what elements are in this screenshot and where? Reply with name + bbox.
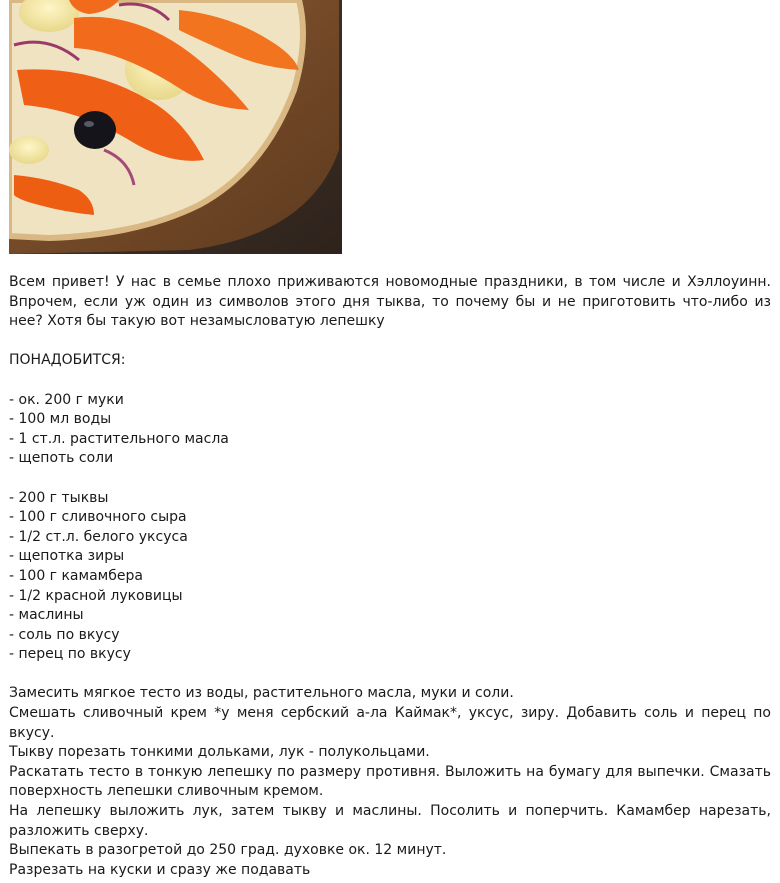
- ingredient-item: - щепотка зиры: [9, 548, 125, 565]
- ingredient-item: - 1 ст.л. растительного масла: [9, 430, 229, 447]
- recipe-step: Раскатать тесто в тонкую лепешку по размеру противня. Выложить на бумагу для выпечки. Смазать поверхность лепешки сливочным кремом.: [9, 763, 771, 800]
- ingredient-item: - ок. 200 г муки: [9, 391, 124, 408]
- ingredient-item: - 100 мл воды: [9, 411, 112, 428]
- ingredient-item: - маслины: [9, 607, 84, 624]
- ingredient-item: - соль по вкусу: [9, 626, 120, 643]
- recipe-step: Замесить мягкое тесто из воды, растительного масла, муки и соли.: [9, 685, 514, 702]
- ingredient-item: - 200 г тыквы: [9, 489, 109, 506]
- pumpkin-flatbread-photo: [9, 0, 342, 254]
- recipe-step: На лепешку выложить лук, затем тыкву и маслины. Посолить и поперчить. Камамбер нарезать, разложить сверху.: [9, 803, 771, 839]
- ingredient-item: - перец по вкусу: [9, 646, 131, 663]
- recipe-step: Тыкву порезать тонкими дольками, лук - полукольцами.: [9, 744, 430, 761]
- ingredient-item: - щепоть соли: [9, 450, 114, 467]
- recipe-step: Выпекать в разогретой до 250 град. духовке ок. 12 минут.: [9, 842, 447, 859]
- ingredient-item: - 100 г сливочного сыра: [9, 509, 187, 526]
- intro-paragraph: Всем привет! У нас в семье плохо приживаются новомодные праздники, в том числе и Хэллоуинн. Впрочем, если уж один из символов этого дня тыква, то почему бы и не приготовить что-либо из нее? Хотя бы такую вот незамысловатую лепешку: [9, 274, 771, 330]
- ingredient-item: - 100 г камамбера: [9, 567, 143, 584]
- pumpkin-flatbread-image: [9, 0, 342, 254]
- ingredients-heading: ПОНАДОБИТСЯ:: [9, 352, 126, 369]
- ingredient-item: - 1/2 ст.л. белого уксуса: [9, 528, 188, 545]
- recipe-step: Смешать сливочный крем *у меня сербский а-ла Каймак*, уксус, зиру. Добавить соль и перец по вкусу.: [9, 705, 771, 741]
- recipe-step: Разрезать на куски и сразу же подавать: [9, 861, 311, 878]
- recipe-text: [9, 273, 771, 880]
- ingredient-item: - 1/2 красной луковицы: [9, 587, 183, 604]
